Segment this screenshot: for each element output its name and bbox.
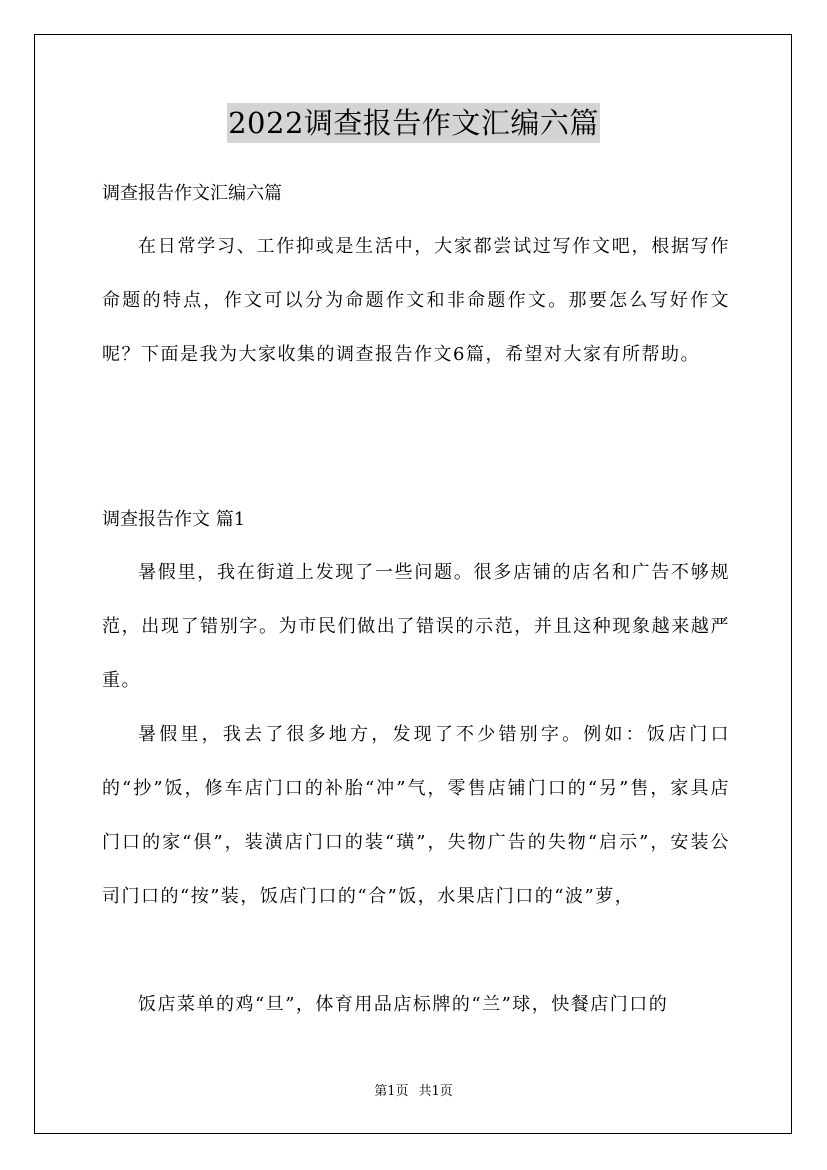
intro-paragraph: 在日常学习、工作抑或是生活中，大家都尝试过写作文吧，根据写作命题的特点，作文可以分为命题作文和非命题作文。那要怎么写好作文呢？下面是我为大家收集的调查报告作文6篇，希望对大家有所帮助。 <box>102 236 730 365</box>
body-paragraph-1: 暑假里，我在街道上发现了一些问题。很多店铺的店名和广告不够规范，出现了错别字。为市民们做出了错误的示范，并且这种现象越来越严重。 <box>102 562 730 691</box>
section-heading: 调查报告作文 篇1 <box>102 509 246 530</box>
body-paragraph-3: 饭店菜单的鸡“旦”，体育用品店标牌的“兰”球，快餐店门口的 <box>138 994 669 1015</box>
document-subtitle: 调查报告作文汇编六篇 <box>102 183 282 204</box>
page-number: 第1页 <box>374 1084 409 1099</box>
document-title: 2022调查报告作文汇编六篇 <box>227 103 600 143</box>
body-paragraph-2: 暑假里，我去了很多地方，发现了不少错别字。例如：饭店门口的“抄”饭，修车店门口的补胎“冲”气，零售店铺门口的“另”售，家具店门口的家“俱”，装潢店门口的装“璜”，失物广告的失物“启示”，安装公司门口的“按”装，饭店门口的“合”饭，水果店门口的“波”萝， <box>102 724 730 907</box>
page-total: 共1页 <box>418 1084 453 1099</box>
page-footer <box>0 1083 827 1101</box>
title-container <box>0 103 827 143</box>
